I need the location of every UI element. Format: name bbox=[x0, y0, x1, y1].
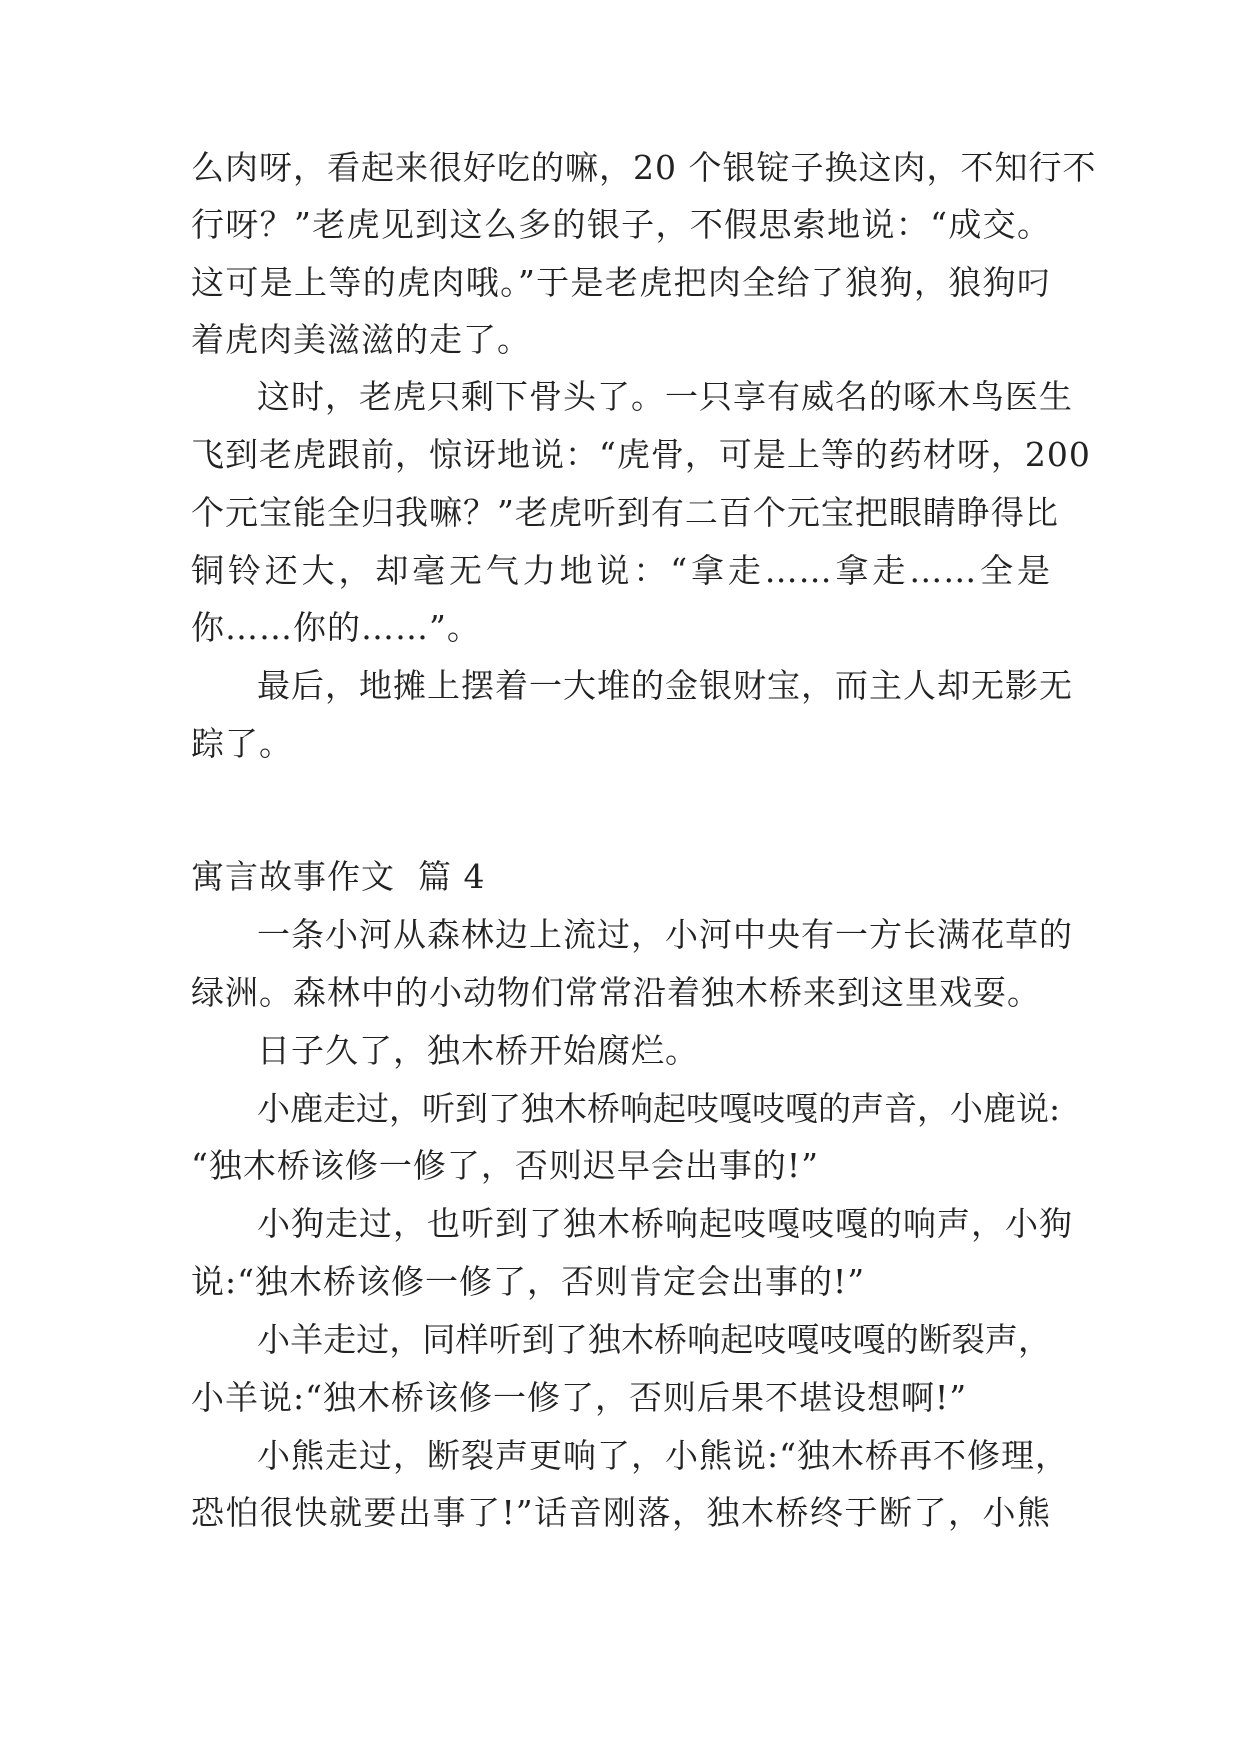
paragraph-line: 这时，老虎只剩下骨头了。一只享有威名的啄木鸟医生 bbox=[257, 377, 1073, 416]
paragraph-line: “独木桥该修一修了，否则迟早会出事的!” bbox=[191, 1146, 820, 1185]
paragraph-line: 飞到老虎跟前，惊讶地说：“虎骨，可是上等的药材呀，200 bbox=[191, 435, 1091, 474]
paragraph-line: 个元宝能全归我嘛？”老虎听到有二百个元宝把眼睛睁得比 bbox=[191, 493, 1059, 532]
paragraph-line: 绿洲。森林中的小动物们常常沿着独木桥来到这里戏耍。 bbox=[191, 973, 1041, 1012]
paragraph-line: 你……你的……”。 bbox=[191, 608, 481, 647]
paragraph-line: 小熊走过，断裂声更响了，小熊说:“独木桥再不修理， bbox=[257, 1436, 1069, 1475]
paragraph-line: 着虎肉美滋滋的走了。 bbox=[191, 320, 531, 359]
paragraph-line: 铜铃还大，却毫无气力地说：“拿走……拿走……全是 bbox=[191, 551, 1051, 590]
paragraph-line: 最后，地摊上摆着一大堆的金银财宝，而主人却无影无 bbox=[257, 666, 1073, 705]
section-heading: 寓言故事作文 篇 4 bbox=[191, 857, 486, 896]
paragraph-line: 么肉呀，看起来很好吃的嘛，20 个银锭子换这肉，不知行不 bbox=[191, 148, 1097, 187]
paragraph-line: 这可是上等的虎肉哦。”于是老虎把肉全给了狼狗，狼狗叼 bbox=[191, 263, 1051, 302]
paragraph-line: 一条小河从森林边上流过，小河中央有一方长满花草的 bbox=[257, 915, 1073, 954]
paragraph-line: 小羊走过，同样听到了独木桥响起吱嘎吱嘎的断裂声， bbox=[257, 1320, 1051, 1359]
paragraph-line: 小羊说:“独木桥该修一修了，否则后果不堪设想啊!” bbox=[191, 1378, 968, 1417]
paragraph-line: 小狗走过，也听到了独木桥响起吱嘎吱嘎的响声，小狗 bbox=[257, 1204, 1073, 1243]
paragraph-line: 日子久了，独木桥开始腐烂。 bbox=[257, 1031, 699, 1070]
paragraph-line: 恐怕很快就要出事了!”话音刚落，独木桥终于断了，小熊 bbox=[191, 1493, 1051, 1532]
paragraph-line: 小鹿走过，听到了独木桥响起吱嘎吱嘎的声音，小鹿说: bbox=[257, 1089, 1061, 1128]
paragraph-line: 行呀？”老虎见到这么多的银子，不假思索地说：“成交。 bbox=[191, 205, 1051, 244]
paragraph-line: 踪了。 bbox=[191, 724, 293, 763]
paragraph-line: 说:“独木桥该修一修了，否则肯定会出事的!” bbox=[191, 1262, 866, 1301]
